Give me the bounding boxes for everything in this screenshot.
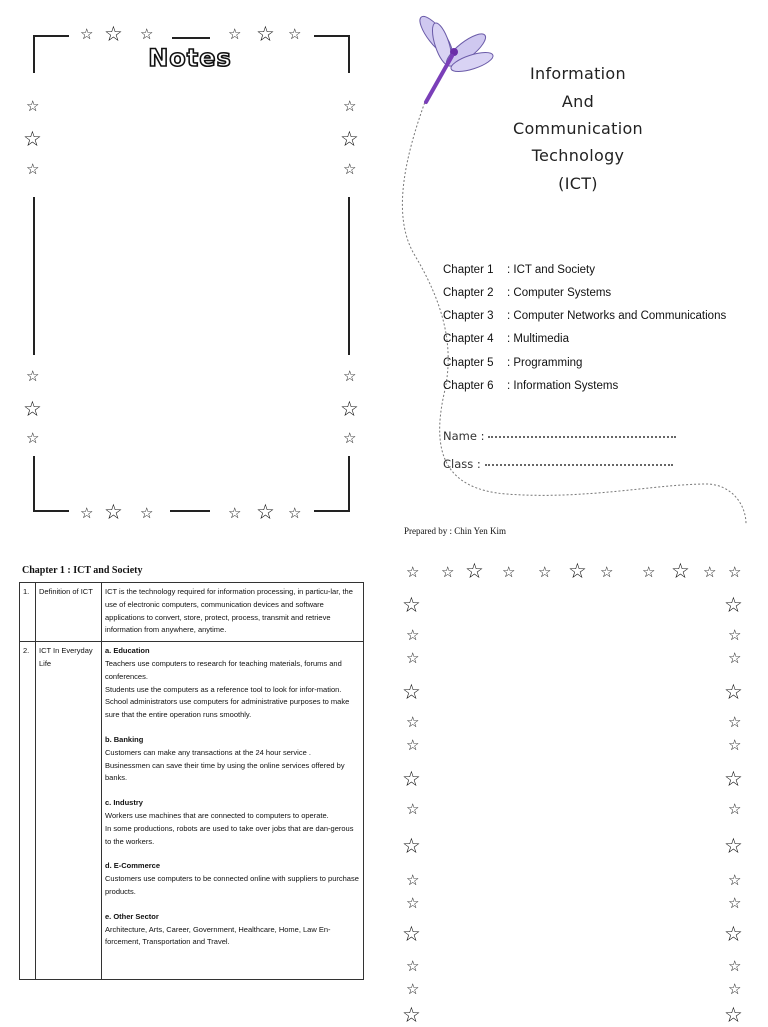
star-icon: ☆ [402,593,421,617]
chapter-number: Chapter 3 [443,310,494,322]
star-icon: ☆ [406,871,420,889]
row-number: 2. [20,642,36,980]
star-icon: ☆ [406,736,420,754]
star-icon: ☆ [402,922,421,946]
star-icon: ☆ [104,22,123,46]
chapter-title: : Computer Systems [507,287,612,299]
star-icon: ☆ [402,767,421,791]
star-icon: ☆ [671,559,690,583]
section-heading: c. Industry [105,798,143,808]
section-text: Customers can make any transactions at the 24 hour service . Businessmen can save their time by using the online services offered by banks. [105,747,345,783]
star-icon: ☆ [26,429,40,447]
star-icon: ☆ [724,922,743,946]
star-icon: ☆ [724,1003,743,1027]
star-icon: ☆ [343,160,357,178]
star-icon: ☆ [80,504,94,522]
section-text: Workers use machines that are connected to computers to operate. In some productions, robots are used to take over jobs that are dan-gerous to the workers. [105,810,354,846]
star-icon: ☆ [343,429,357,447]
title-line: And [561,92,595,111]
name-label: Name : [443,429,485,443]
chapter-title: : Multimedia [507,333,569,345]
star-icon: ☆ [728,800,742,818]
chapter-item [443,333,569,345]
chapter-number: Chapter 1 [443,264,494,276]
frame-line [348,456,350,512]
frame-line [314,35,350,37]
row-text [102,642,364,980]
star-icon: ☆ [228,504,242,522]
section-heading: e. Other Sector [105,911,159,921]
chapter-item [443,287,611,299]
star-icon: ☆ [406,563,420,581]
star-icon: ☆ [724,593,743,617]
star-icon: ☆ [288,504,302,522]
star-icon: ☆ [728,957,742,975]
star-icon: ☆ [728,871,742,889]
star-icon: ☆ [288,25,302,43]
name-dotted-line[interactable] [488,428,676,438]
prepared-by: Prepared by : Chin Yen Kim [404,526,506,536]
chapter-title: : Information Systems [507,380,619,392]
frame-line [33,35,69,37]
title-line: Information [530,64,626,83]
ict-table [19,582,364,980]
frame-line [348,197,350,355]
star-icon: ☆ [728,713,742,731]
row-topic: ICT In Everyday Life [36,642,102,980]
row-text: ICT is the technology required for information processing, in particu-lar, the use of electronic computers, communication devices and software applications to convert, store, protect, process, transmit and retrieve information from anywhere, anytime. [102,583,364,642]
class-label: Class : [443,457,481,471]
frame-line [33,456,35,512]
table-row [20,583,364,642]
chapter-number: Chapter 4 [443,333,494,345]
dragonfly-body [426,56,452,102]
star-icon: ☆ [256,500,275,524]
title-line: Technology [531,146,625,165]
star-icon: ☆ [26,367,40,385]
star-icon: ☆ [228,25,242,43]
frame-line [33,510,69,512]
chapter-number: Chapter 6 [443,380,494,392]
star-icon: ☆ [406,894,420,912]
chapter-title: : Programming [507,357,583,369]
section-heading: b. Banking [105,734,144,744]
frame-line [172,37,210,39]
chapter-item [443,264,595,276]
frame-line [348,35,350,73]
star-icon: ☆ [26,160,40,178]
star-icon: ☆ [441,563,455,581]
frame-line [33,35,35,73]
star-icon: ☆ [23,397,42,421]
chapter-number: Chapter 2 [443,287,494,299]
star-icon: ☆ [23,127,42,151]
star-icon: ☆ [140,25,154,43]
section-heading: a. Education [105,646,150,656]
section-text: Architecture, Arts, Career, Government, Healthcare, Home, Law En-forcement, Transportation and Travel. [105,924,331,947]
star-icon: ☆ [402,1003,421,1027]
star-icon: ☆ [406,800,420,818]
star-icon: ☆ [642,563,656,581]
title-line: Communication [512,119,643,138]
star-icon: ☆ [406,649,420,667]
notes-title: Notes [148,44,232,72]
star-icon: ☆ [256,22,275,46]
row-topic: Definition of ICT [36,583,102,642]
star-icon: ☆ [140,504,154,522]
star-icon: ☆ [104,500,123,524]
star-icon: ☆ [724,680,743,704]
star-icon: ☆ [724,834,743,858]
frame-line [33,197,35,355]
star-icon: ☆ [600,563,614,581]
row-number: 1. [20,583,36,642]
star-icon: ☆ [703,563,717,581]
table-row [20,642,364,980]
class-dotted-line[interactable] [485,456,673,466]
star-icon: ☆ [568,559,587,583]
star-icon: ☆ [402,680,421,704]
star-icon: ☆ [728,649,742,667]
chapter1-heading: Chapter 1 : ICT and Society [22,565,143,576]
star-icon: ☆ [80,25,94,43]
star-icon: ☆ [728,626,742,644]
section-text: Teachers use computers to research for teaching materials, forums and conferences. Students use the computers as a reference tool to look for infor-mation. School administrators use computers for administrative purposes to make sure that the entire operation runs smoothly. [105,658,350,720]
star-icon: ☆ [402,834,421,858]
class-field[interactable] [443,456,673,471]
star-icon: ☆ [340,127,359,151]
chapter-item [443,357,582,369]
star-icon: ☆ [343,367,357,385]
chapter-number: Chapter 5 [443,357,494,369]
chapter-item [443,380,618,392]
star-icon: ☆ [538,563,552,581]
title-line: (ICT) [558,174,598,193]
star-icon: ☆ [502,563,516,581]
star-icon: ☆ [406,713,420,731]
star-icon: ☆ [465,559,484,583]
frame-line [314,510,350,512]
star-icon: ☆ [26,97,40,115]
star-icon: ☆ [340,397,359,421]
star-icon: ☆ [343,97,357,115]
section-text: Customers use computers to be connected online with suppliers to purchase products. [105,874,359,896]
star-icon: ☆ [406,626,420,644]
section-heading: d. E-Commerce [105,861,161,871]
star-icon: ☆ [728,736,742,754]
star-icon: ☆ [724,767,743,791]
chapter-title: : Computer Networks and Communications [507,310,727,322]
star-icon: ☆ [728,980,742,998]
star-icon: ☆ [406,957,420,975]
star-icon: ☆ [728,894,742,912]
star-icon: ☆ [406,980,420,998]
frame-line [170,510,210,512]
chapter-title: : ICT and Society [507,264,595,276]
star-icon: ☆ [728,563,742,581]
chapter-item [443,310,726,322]
name-field[interactable] [443,428,676,443]
